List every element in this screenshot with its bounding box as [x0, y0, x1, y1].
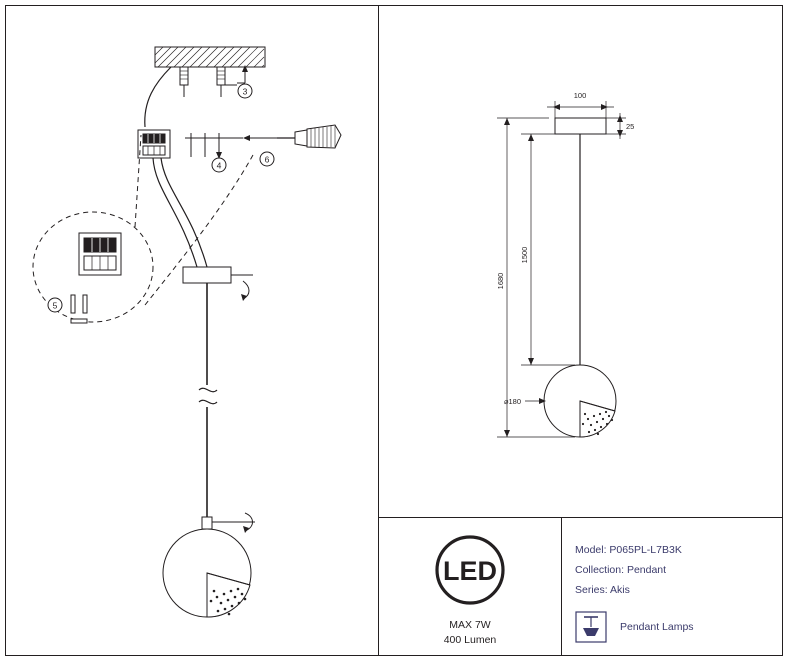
dimension-drawing-panel: [379, 5, 783, 517]
terminal-block: [138, 130, 170, 158]
led-lumen: 400 Lumen: [443, 634, 497, 646]
dim-label-canopy-width: 100: [573, 91, 587, 100]
callout-3-leader: [237, 65, 248, 83]
led-badge-text: LED: [443, 556, 497, 586]
globe-shade: [163, 513, 255, 617]
product-collection: Collection: Pendant: [575, 564, 667, 576]
dim-canopy-height: [606, 113, 626, 139]
callout-5-label: 5: [52, 300, 58, 311]
anchor-screws: [180, 67, 237, 97]
led-badge: [379, 518, 561, 618]
callout-3-label: 3: [242, 86, 248, 97]
ceiling-plate: [155, 47, 265, 67]
dim-label-cord-length: 1500: [520, 246, 529, 264]
dimension-drawing-svg: [379, 5, 783, 517]
dim-globe-diameter: [525, 398, 546, 404]
product-category-label: Pendant Lamps: [620, 621, 694, 633]
canopy: [183, 267, 253, 301]
callout-6-label: 6: [264, 154, 270, 165]
globe-elevation: [544, 365, 616, 437]
product-series: Series: Akis: [575, 584, 630, 596]
detail-bubble: [33, 135, 153, 323]
dim-label-globe-diameter: ⌀180: [503, 397, 521, 406]
product-model: Model: P065PL-L7B3K: [575, 544, 682, 556]
led-max-power: MAX 7W: [449, 619, 491, 631]
canopy-elevation: [555, 118, 606, 365]
callout-4-label: 4: [216, 160, 222, 171]
product-info-lines: [575, 540, 682, 600]
product-info-panel: [562, 518, 783, 656]
led-caption: [379, 618, 561, 648]
installation-diagram-svg: [5, 5, 378, 656]
pendant-lamp-icon: [575, 611, 607, 643]
dim-canopy-width: [547, 101, 614, 118]
dim-cord-length: [521, 134, 575, 365]
dim-label-canopy-height: 25: [626, 122, 635, 131]
product-category-row: [575, 611, 694, 643]
led-spec-panel: [379, 518, 561, 656]
suspension-cord: [199, 283, 217, 517]
callout-markers: [48, 84, 274, 312]
dim-label-total-height: 1680: [496, 272, 505, 290]
installation-diagram-panel: [5, 5, 378, 656]
